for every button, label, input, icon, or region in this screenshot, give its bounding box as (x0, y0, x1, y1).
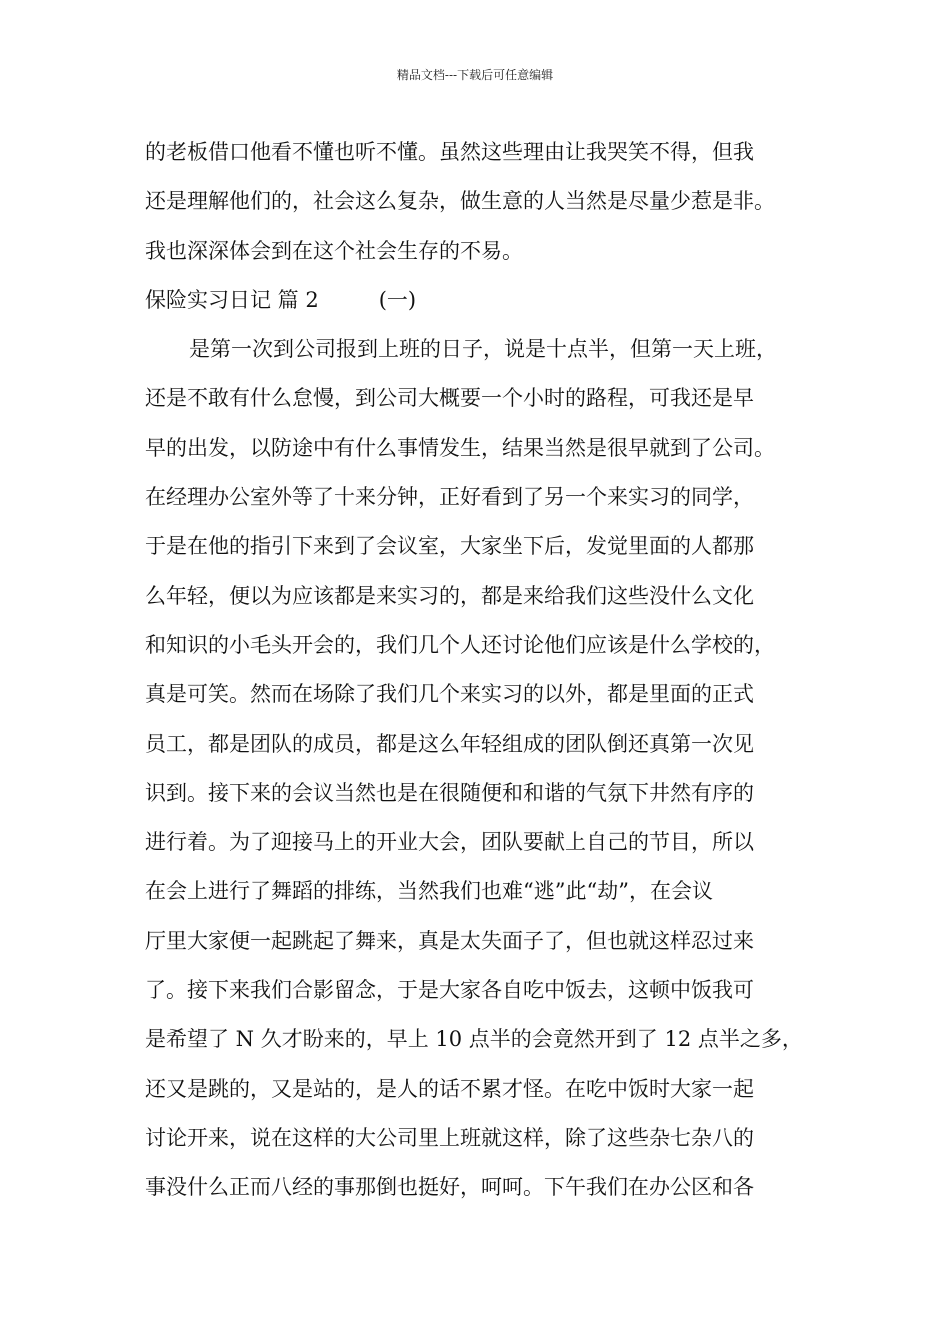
text-line: 厅里大家便一起跳起了舞来，真是太失面子了，但也就这样忍过来 (145, 928, 754, 953)
document-body (145, 128, 825, 1213)
text-line: 真是可笑。然而在场除了我们几个来实习的以外，都是里面的正式 (145, 682, 754, 707)
text-line: 的老板借口他看不懂也听不懂。虽然这些理由让我哭笑不得，但我 (145, 140, 754, 164)
text-line: 讨论开来，说在这样的大公司里上班就这样，除了这些杂七杂八的 (145, 1125, 754, 1150)
text-line: 还是不敢有什么怠慢，到公司大概要一个小时的路程，可我还是早 (145, 386, 754, 411)
text-line: 员工，都是团队的成员，都是这么年轻组成的团队倒还真第一次见 (145, 731, 754, 756)
heading-subtitle: (一) (378, 287, 417, 312)
text-line: 还又是跳的，又是站的，是人的话不累才怪。在吃中饭时大家一起 (145, 1076, 754, 1101)
text-line: 么年轻，便以为应该都是来实习的，都是来给我们这些没什么文化 (145, 583, 754, 608)
text-line: 还是理解他们的，社会这么复杂，做生意的人当然是尽量少惹是非。 (145, 189, 775, 214)
text-line: 了。接下来我们合影留念，于是大家各自吃中饭去，这顿中饭我可 (145, 978, 754, 1003)
section-heading (145, 276, 825, 325)
text-line: 识到。接下来的会议当然也是在很随便和和谐的气氛下井然有序的 (145, 780, 754, 805)
text-line: 进行着。为了迎接马上的开业大会，团队要献上自己的节目，所以 (145, 830, 754, 855)
page-header: 精品文档---下载后可任意编辑 (396, 68, 554, 82)
text-line: 我也深深体会到在这个社会生存的不易。 (145, 238, 523, 263)
paragraph-2 (145, 325, 825, 1212)
text-line: 是希望了 N 久才盼来的，早上 10 点半的会竟然开到了 12 点半之多， (145, 1027, 803, 1052)
text-line: 和知识的小毛头开会的，我们几个人还讨论他们应该是什么学校的， (145, 632, 775, 657)
paragraph-1 (145, 128, 825, 276)
text-line: 在会上进行了舞蹈的排练，当然我们也难“逃”此“劫”，在会议 (145, 879, 713, 904)
text-line: 于是在他的指引下来到了会议室，大家坐下后，发觉里面的人都那 (145, 534, 754, 559)
text-line: 事没什么正而八经的事那倒也挺好，呵呵。下午我们在办公区和各 (145, 1175, 754, 1200)
text-line: 在经理办公室外等了十来分钟，正好看到了另一个来实习的同学， (145, 485, 754, 510)
text-line: 是第一次到公司报到上班的日子，说是十点半，但第一天上班， (189, 337, 777, 362)
text-line: 早的出发，以防途中有什么事情发生，结果当然是很早就到了公司。 (145, 435, 775, 460)
heading-title: 保险实习日记 篇 2 (145, 287, 319, 312)
